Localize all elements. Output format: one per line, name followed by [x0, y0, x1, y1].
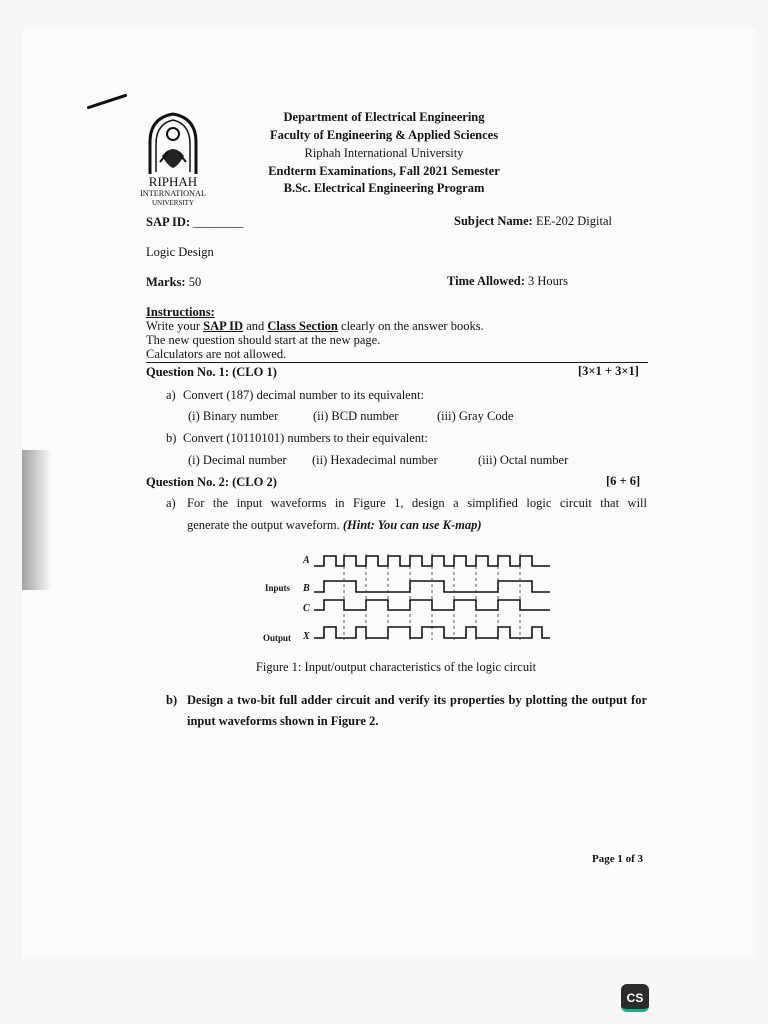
- instruction-line-3: Calculators are not allowed.: [146, 347, 287, 361]
- q2-title: Question No. 2: (CLO 2): [146, 475, 277, 489]
- signal-c-label: C: [303, 603, 310, 614]
- q1b-text: Convert (10110101) numbers to their equivalent:: [183, 431, 428, 445]
- subject-continuation: Logic Design: [146, 245, 214, 259]
- scan-shadow: [22, 450, 52, 590]
- q2a-text-line2: [187, 518, 482, 533]
- camscanner-badge-icon[interactable]: CS: [621, 984, 649, 1012]
- q1-title: Question No. 1: (CLO 1): [146, 365, 277, 379]
- instruction-text: and: [243, 319, 268, 333]
- inputs-label: Inputs: [265, 583, 291, 593]
- q2b-text-line1: Design a two-bit full adder circuit and verify its properties by plotting the output for: [187, 693, 647, 707]
- divider: [146, 362, 648, 363]
- q1b-label: b): [166, 431, 177, 445]
- time-value: 3 Hours: [528, 274, 568, 288]
- logo-line3: UNIVERSITY: [152, 199, 194, 207]
- instruction-class-section: Class Section: [267, 319, 338, 333]
- q1b-option-3: (iii) Octal number: [478, 453, 569, 467]
- instruction-text: Write your: [146, 319, 204, 333]
- header-faculty: Faculty of Engineering & Applied Sciences: [269, 128, 499, 142]
- q1a-text: Convert (187) decimal number to its equivalent:: [183, 388, 424, 402]
- page-number: Page 1 of 3: [592, 853, 644, 865]
- q1a-option-1: (i) Binary number: [188, 409, 279, 423]
- q2-marks: [6 + 6]: [606, 474, 641, 488]
- q1b-option-2: (ii) Hexadecimal number: [312, 453, 438, 467]
- waveform-diagram: [310, 548, 555, 648]
- signal-b-label: B: [303, 583, 310, 594]
- figure-caption: Figure 1: Input/output characteristics of the logic circuit: [255, 660, 537, 674]
- logo-line2: INTERNATIONAL: [140, 189, 207, 198]
- marks-value: 50: [188, 275, 202, 289]
- instruction-line-1: [146, 319, 484, 334]
- q1a-label: a): [166, 388, 176, 402]
- output-label: Output: [263, 633, 292, 643]
- sap-id-field: [146, 215, 243, 230]
- header-university: Riphah International University: [304, 146, 464, 160]
- q1a-option-2: (ii) BCD number: [313, 409, 399, 423]
- q2a-hint: (Hint: You can use K-map): [342, 518, 482, 532]
- header-program: B.Sc. Electrical Engineering Program: [283, 181, 485, 195]
- subject-name: [454, 214, 612, 229]
- time-label: Time Allowed:: [447, 274, 525, 288]
- instruction-line-2: The new question should start at the new page.: [146, 333, 381, 347]
- q2a-label: a): [166, 496, 176, 510]
- sap-id-label: SAP ID:: [146, 215, 191, 229]
- sap-id-blank: ________: [193, 215, 244, 229]
- q2a-text-line1: For the input waveforms in Figure 1, design a simplified logic circuit that will: [187, 496, 647, 510]
- q2b-label: b): [166, 693, 178, 707]
- q1b-option-1: (i) Decimal number: [188, 453, 287, 467]
- time-allowed: [447, 274, 568, 289]
- q1-marks: [3×1 + 3×1]: [578, 364, 639, 378]
- logo-line1: RIPHAH: [148, 174, 198, 189]
- instruction-sap-id: SAP ID: [203, 319, 244, 333]
- q2a-text: generate the output waveform.: [187, 518, 343, 532]
- q1a-option-3: (iii) Gray Code: [437, 409, 514, 423]
- instructions-title: Instructions:: [146, 305, 215, 319]
- header-department: Department of Electrical Engineering: [283, 110, 485, 124]
- signal-x-label: X: [303, 631, 310, 642]
- header-exam: Endterm Examinations, Fall 2021 Semester: [268, 164, 500, 178]
- instruction-text: clearly on the answer books.: [337, 319, 484, 333]
- marks-field: [146, 275, 201, 290]
- q2b-text-line2: input waveforms shown in Figure 2.: [187, 714, 379, 728]
- signal-a-label: A: [303, 555, 310, 566]
- subject-label: Subject Name:: [454, 214, 533, 228]
- marks-label: Marks:: [146, 275, 186, 289]
- subject-value: EE-202 Digital: [535, 214, 612, 228]
